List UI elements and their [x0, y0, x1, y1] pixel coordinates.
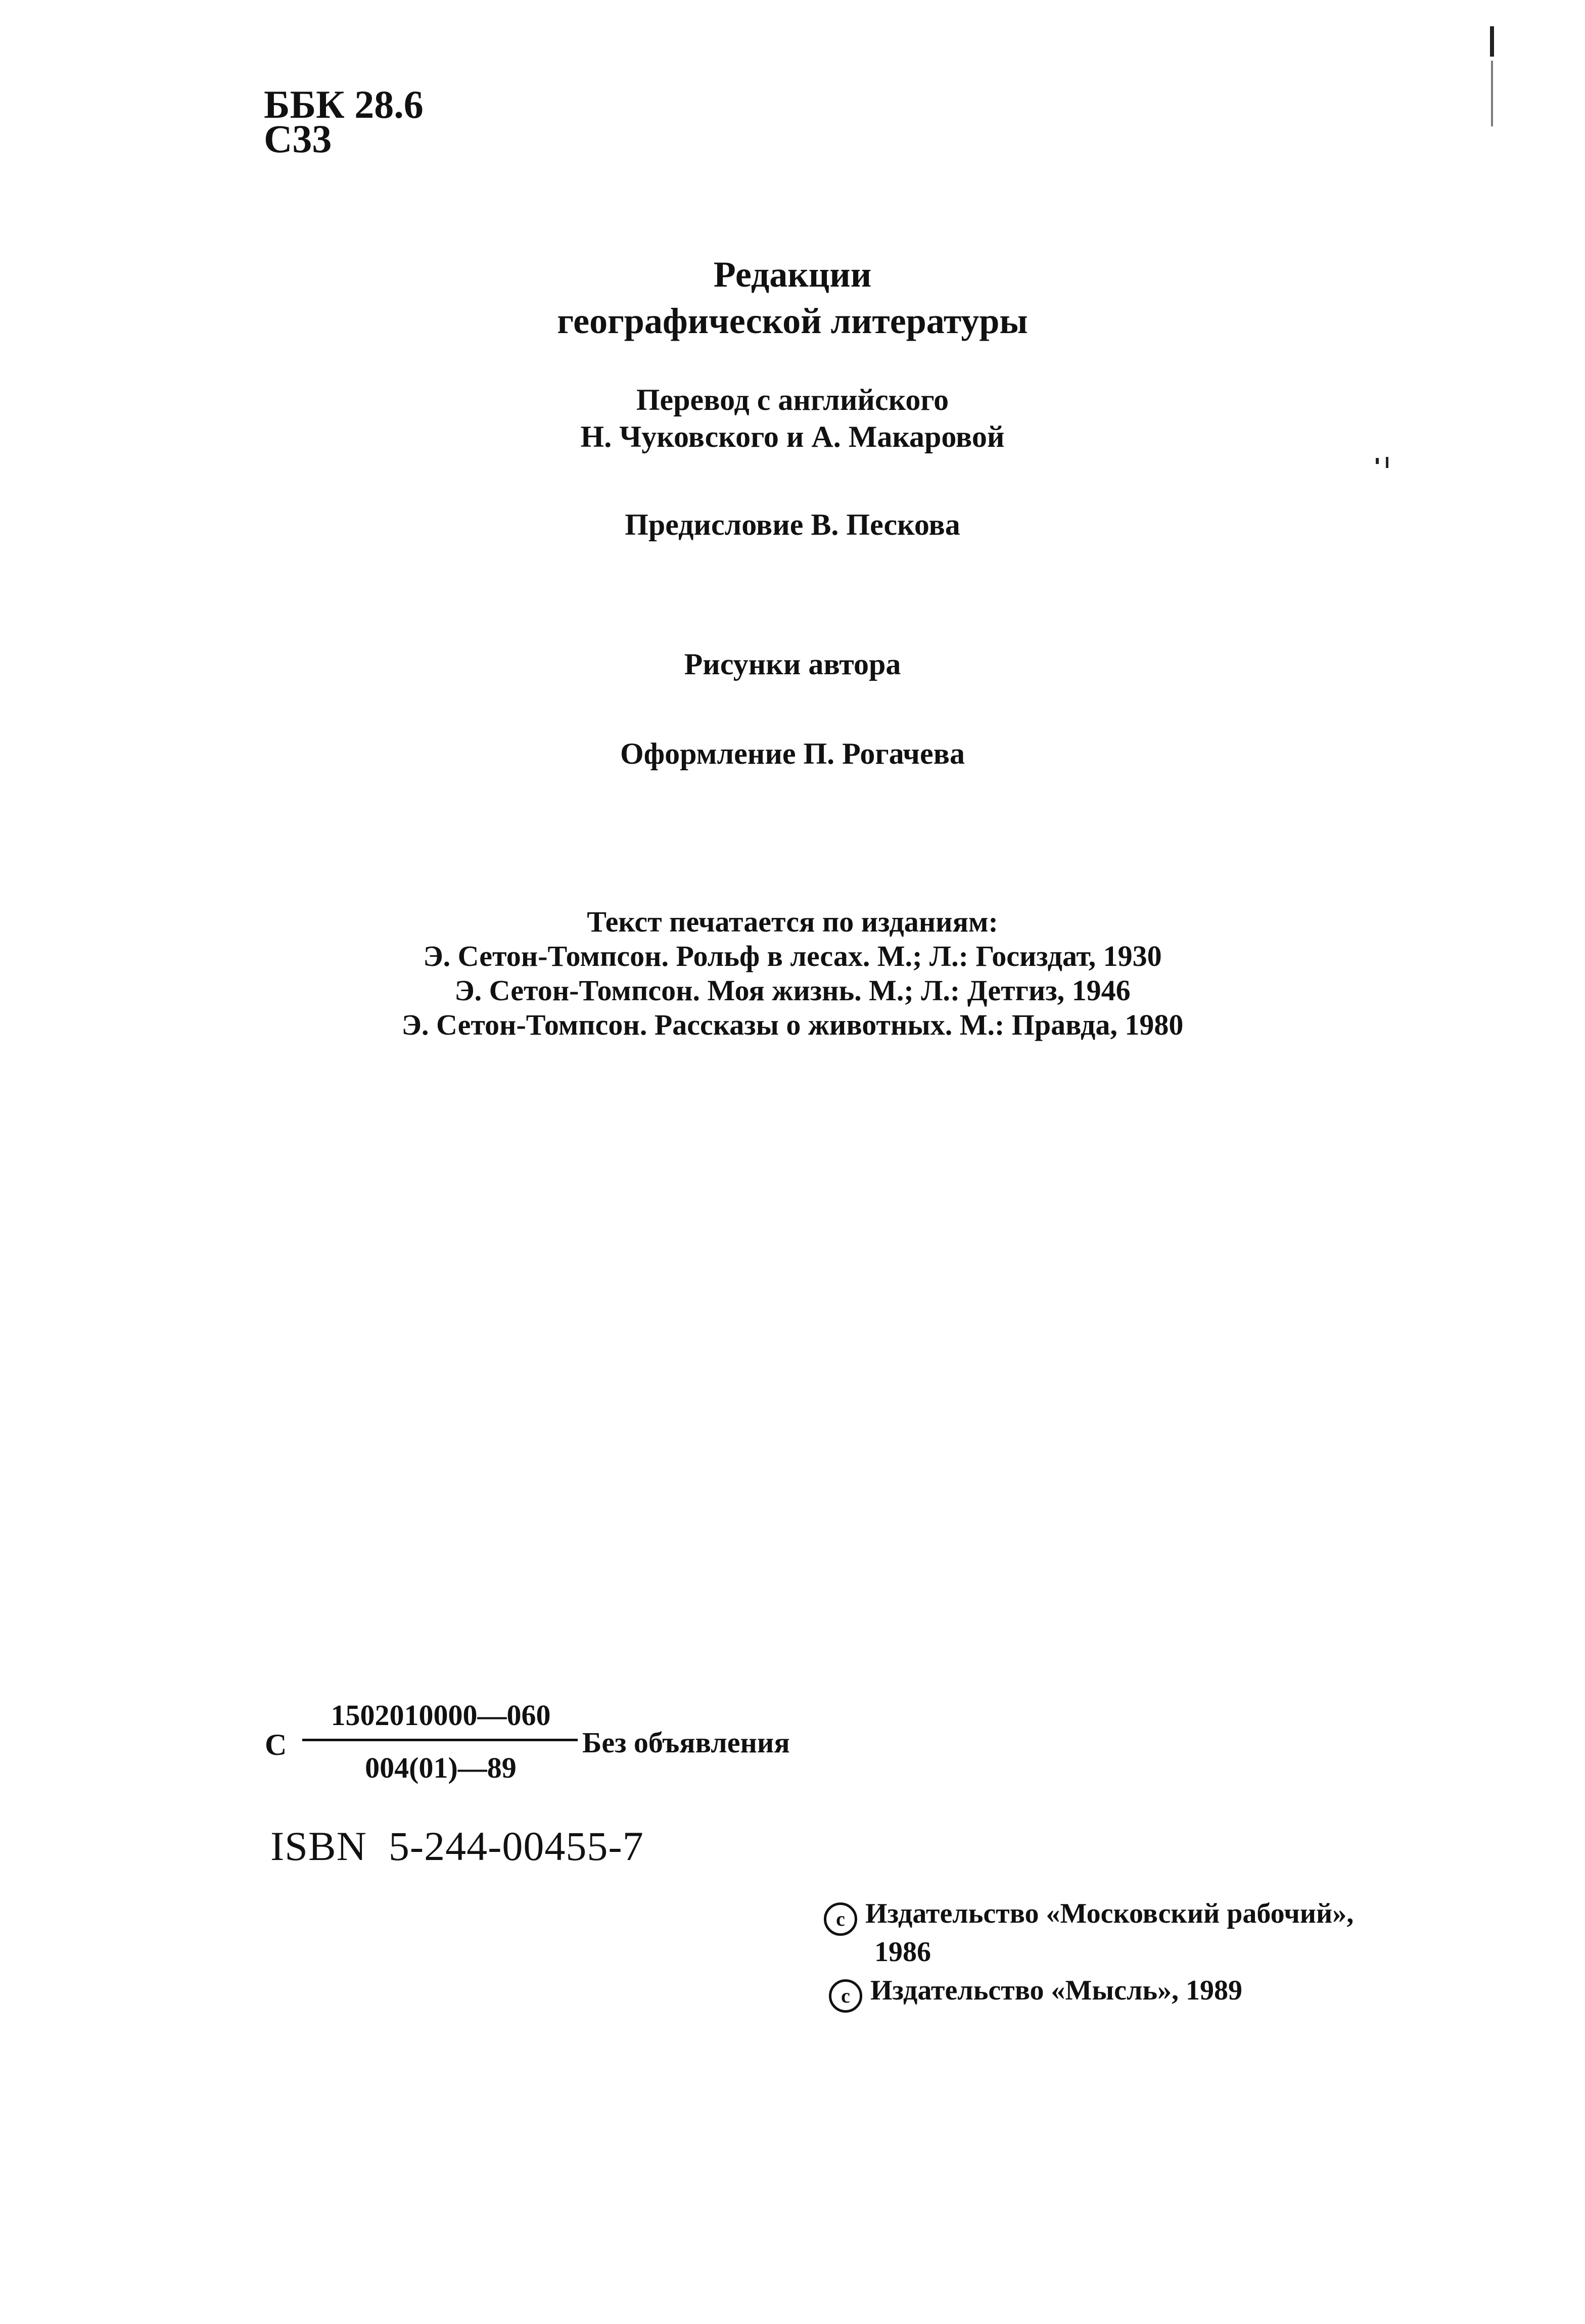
editorial-line-1: Редакции [713, 254, 872, 295]
scan-mark [1376, 458, 1379, 464]
copyright-1-line-1: Издательство «Московский рабочий», [865, 1898, 1354, 1929]
copyright-1-year: 1986 [874, 1936, 931, 1968]
fraction-bar [302, 1739, 578, 1741]
sources-heading: Текст печатается по изданиям: [587, 905, 998, 938]
index-denominator: 004(01)—89 [365, 1751, 517, 1784]
translation-line-2: Н. Чуковского и А. Макаровой [580, 420, 1005, 453]
source-item: Э. Сетон-Томпсон. Моя жизнь. М.; Л.: Детгиз, 1946 [454, 974, 1131, 1007]
translation-line-1: Перевод с английского [636, 383, 949, 416]
index-numerator: 1502010000—060 [331, 1699, 551, 1732]
bbk-code: ББК 28.6 [264, 82, 424, 126]
copyright-icon: c [824, 1902, 857, 1936]
index-letter: С [265, 1728, 287, 1761]
source-item: Э. Сетон-Томпсон. Рассказы о животных. М.: Правда, 1980 [401, 1008, 1184, 1041]
scan-mark [1386, 457, 1388, 468]
copyright-icon: c [829, 1979, 862, 2013]
scan-mark [1490, 26, 1494, 57]
author-sign: С33 [264, 117, 332, 161]
copyright-2 [829, 1973, 1242, 2013]
editorial-line-2: географической литературы [557, 301, 1028, 341]
design-credit: Оформление П. Рогачева [620, 737, 965, 770]
copyright-1 [824, 1896, 1354, 1936]
isbn: ISBN 5-244-00455-7 [270, 1823, 644, 1869]
illustrations-credit: Рисунки автора [684, 647, 901, 681]
no-announcement-note: Без объявления [582, 1726, 790, 1759]
scan-mark [1491, 61, 1493, 126]
copyright-2-line-1: Издательство «Мысль», 1989 [870, 1975, 1243, 2006]
source-item: Э. Сетон-Томпсон. Рольф в лесах. М.; Л.: Госиздат, 1930 [423, 940, 1162, 972]
foreword-credit: Предисловие В. Пескова [625, 508, 960, 541]
